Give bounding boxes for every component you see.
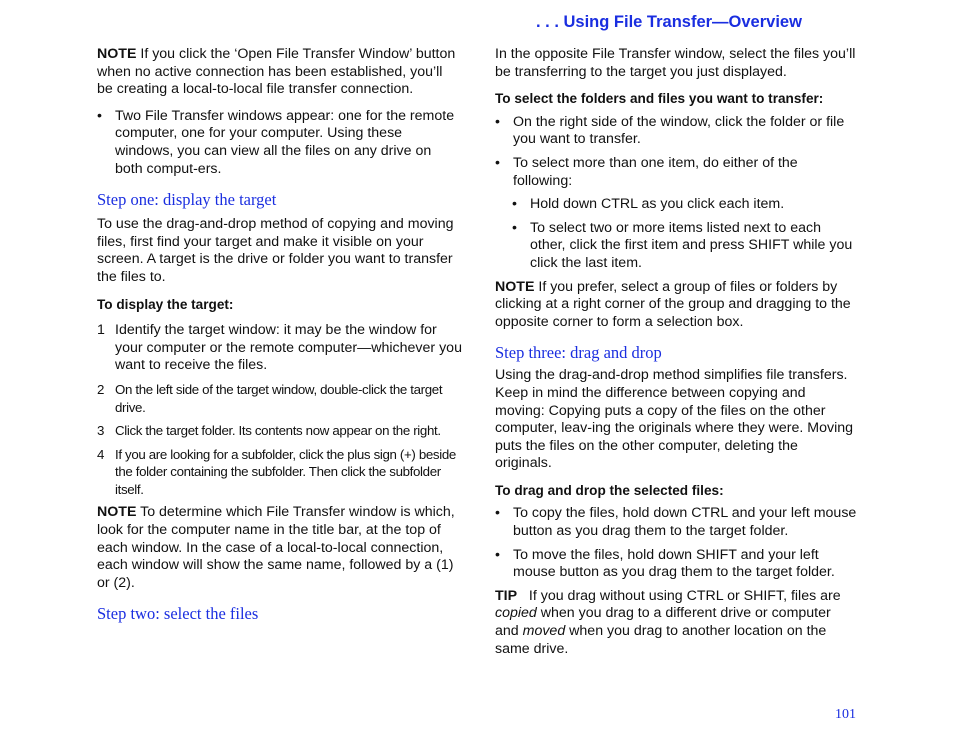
tip-paragraph	[495, 588, 858, 658]
step-number: 1	[97, 322, 105, 339]
bullet-marker: •	[495, 113, 500, 130]
step-one-heading: Step one: display the target	[97, 190, 277, 210]
note-label: NOTE	[97, 504, 137, 521]
step-two-heading: Step two: select the files	[97, 604, 259, 624]
tip-text: when you drag to another location on the same drive.	[495, 623, 827, 657]
step-text: On the left side of the target window, double-click the target drive.	[115, 381, 443, 415]
note-paragraph	[495, 279, 858, 332]
list-item	[495, 114, 858, 149]
tip-text: when you drag to a different drive or computer and	[495, 605, 831, 640]
procedure-heading: To drag and drop the selected files:	[495, 482, 724, 498]
tip-text: If you drag without using CTRL or SHIFT, files are	[528, 587, 841, 604]
step-three-heading: Step three: drag and drop	[495, 343, 662, 363]
step-text: Identify the target window: it may be the window for your computer or the remote computer—whichever you want to receive the files.	[115, 322, 462, 374]
note-text: If you click the ‘Open File Transfer Window’ button when no active connection has been established, you’ll be creating a local-to-local file transfer connection.	[97, 46, 456, 98]
page-number: 101	[835, 707, 856, 722]
list-item-text: On the right side of the window, click the folder or file you want to transfer.	[513, 113, 845, 148]
list-item	[495, 505, 858, 540]
bullet-list	[495, 114, 858, 273]
right-column	[495, 46, 858, 658]
list-item-text: To select two or more items listed next to each other, click the first item and press SHIFT while you click the last item.	[530, 219, 853, 271]
note-label: NOTE	[97, 46, 137, 62]
bullet-list	[495, 505, 858, 581]
step-item	[97, 322, 462, 375]
bullet-list	[97, 108, 462, 178]
tip-emphasis: moved	[522, 623, 566, 640]
step-item	[97, 381, 462, 416]
sub-list-item	[495, 196, 858, 214]
bullet-marker: •	[512, 196, 517, 213]
note-label: NOTE	[495, 278, 535, 295]
tip-label: TIP	[495, 587, 518, 604]
step-number: 3	[97, 423, 105, 439]
list-item-text: To select more than one item, do either of the following:	[513, 154, 798, 189]
note-text: If you prefer, select a group of files or folders by clicking at a right corner of the group and dragging to the opposite corner to form a selection box.	[495, 278, 851, 330]
procedure-heading: To select the folders and files you want to transfer:	[495, 91, 824, 107]
list-item	[495, 547, 858, 582]
list-item	[495, 155, 858, 190]
bullet-marker: •	[495, 154, 500, 171]
body-paragraph: In the opposite File Transfer window, select the files you’ll be transferring to the target you just displayed.	[495, 46, 856, 80]
numbered-steps	[97, 322, 462, 498]
list-item	[97, 108, 462, 178]
note-paragraph	[97, 46, 462, 99]
list-item-text: Two File Transfer windows appear: one for the remote computer, one for your computer. Using these windows, you can view all the files on any drive on both comput-ers.	[115, 107, 455, 177]
step-item	[97, 422, 462, 440]
body-paragraph: To use the drag-and-drop method of copying and moving files, first find your target and make it visible on your screen. A target is the drive or folder you want to transfer the files to.	[97, 216, 454, 285]
procedure-heading: To display the target:	[97, 296, 234, 312]
tip-emphasis: copied	[495, 605, 537, 622]
step-number: 2	[97, 381, 105, 397]
bullet-marker: •	[495, 505, 500, 522]
note-text: To determine which File Transfer window is which, look for the computer name in the title bar, at the top of each window. In the case of a local-to-local connection, each window will show the same name, followed by a (1) or (2).	[97, 504, 455, 591]
bullet-marker: •	[495, 546, 500, 563]
step-item	[97, 446, 462, 499]
running-header: . . . Using File Transfer—Overview	[536, 13, 802, 31]
bullet-marker: •	[512, 219, 517, 236]
body-paragraph: Using the drag-and-drop method simplifies file transfers. Keep in mind the difference between copying and moving: Copying puts a copy of the files on the other computer, leav-ing the originals where they were. Moving puts the files on the other computer, deleting the originals.	[495, 367, 854, 472]
step-number: 4	[97, 446, 105, 462]
note-paragraph	[97, 504, 462, 592]
bullet-marker: •	[97, 107, 102, 124]
step-text: If you are looking for a subfolder, click the plus sign (+) beside the folder containing the subfolder. Then click the subfolder itself.	[115, 446, 456, 497]
sub-list-item	[495, 220, 858, 273]
list-item-text: To copy the files, hold down CTRL and your left mouse button as you drag them to the target folder.	[513, 505, 857, 540]
list-item-text: To move the files, hold down SHIFT and your left mouse button as you drag them to the target folder.	[513, 546, 835, 581]
left-column	[97, 46, 462, 624]
step-text: Click the target folder. Its contents now appear on the right.	[115, 423, 441, 439]
list-item-text: Hold down CTRL as you click each item.	[530, 196, 785, 213]
